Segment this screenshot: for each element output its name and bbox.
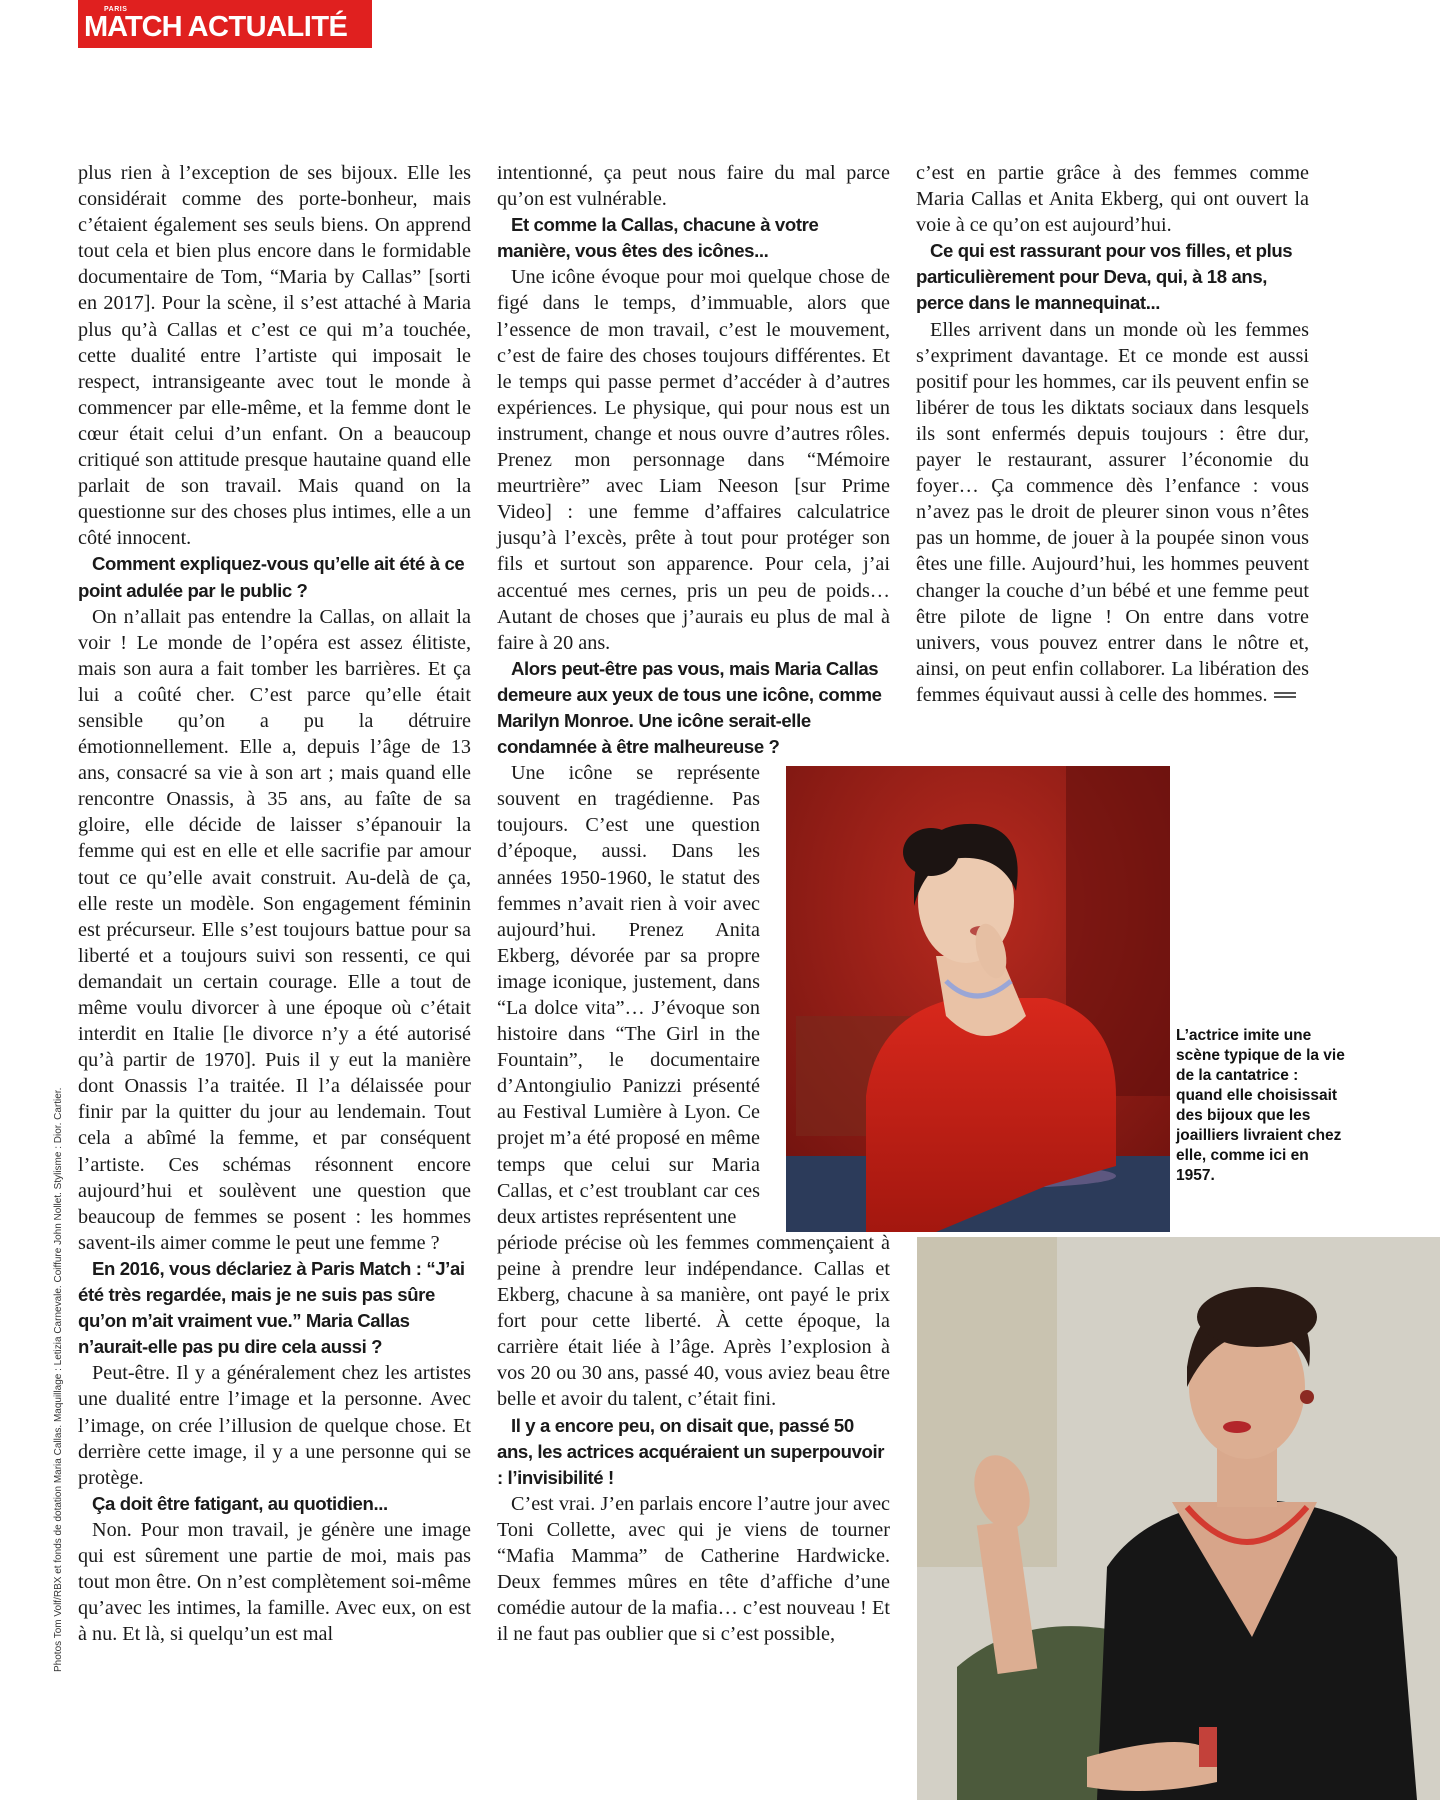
paragraph: intentionné, ça peut nous faire du mal parce qu’on est vulnérable. (497, 162, 890, 211)
photo-caption: L’actrice imite une scène typique de la vie de la cantatrice : quand elle choisissait des bijoux que les joailliers livraient chez elle, comme ici en 1957. (1176, 1027, 1345, 1184)
logo-paris-label: PARIS (104, 6, 128, 13)
paragraph: Non. Pour mon travail, je génère une image qui est sûrement une partie de moi, mais pas tout mon être. On n’est complètement soi-même qu’avec les intimes, la famille. Avec eux, on est à nu. Et là, si quelqu’un est mal (78, 1518, 471, 1646)
paragraph: Une icône évoque pour moi quelque chose de figé dans le temps, d’immuable, alors que l’essence de mon travail, c’est le mouvement, c’est de faire des choses toujours différentes. Et le temps qui passe permet d’accéder à d’autres expériences. Le physique, qui pour nous est un instrument, change et nous ouvre d’autres rôles. Prenez mon personnage dans “Mémoire meurtrière” avec Liam Neeson [sur Prime Video] : une femme d’affaires calculatrice jusqu’à l’excès, prête à tout pour protéger son fils et surtout son apparence. Pour cela, j’ai accentué mes cernes, pris un peu de poids… Autant de choses que j’aurais eu plus de mal à faire à 20 ans. (497, 266, 890, 654)
interview-question: Ce qui est rassurant pour vos filles, et plus particulièrement pour Deva, qui, à 18 ans, perce dans le mannequinat... (916, 240, 1293, 314)
end-of-article-mark (1274, 692, 1296, 700)
magazine-logo (84, 6, 182, 43)
paragraph: c’est en partie grâce à des femmes comme Maria Callas et Anita Ekberg, qui ont ouvert la voie à ce qu’on est aujourd’hui. (916, 162, 1309, 237)
section-rubric: ACTUALITÉ (187, 11, 348, 43)
paragraph: plus rien à l’exception de ses bijoux. Elle les considérait comme des porte-bonheur, mais c’étaient également ses seuls biens. On apprend tout cela et bien plus encore dans le formidable documentaire de Tom, “Maria by Callas” [sorti en 2017]. Pour la scène, il s’est attaché à Maria plus qu’à Callas et c’est ce qui m’a touchée, cette dualité entre l’artiste qui imposait le respect, intransigeante avec tout le monde à commencer par elle-même, et la femme dont le cœur était celui d’un enfant. On a beaucoup critiqué son attitude presque hautaine quand elle parlait de son travail. Mais quand on la questionne sur des choses plus intimes, elle a un côté innocent. (78, 162, 471, 550)
photo-actress-red-dress (786, 766, 1170, 1232)
photo-actress-illustration (786, 766, 1170, 1232)
article-column-1 (78, 160, 471, 1647)
paragraph (916, 317, 1309, 708)
photo-credit: Photos Tom Volf/RBX et fonds de dotation Maria Callas. Maquillage : Letizia Carnevale. Coiffure John Nollet. Stylisme : Dior. Cartier. (53, 1087, 64, 1672)
paragraph: On n’allait pas entendre la Callas, on allait la voir ! Le monde de l’opéra est assez élitiste, mais son aura a fait tomber les barrières. Et ça lui a coûté cher. C’est parce qu’elle était sensible qu’on a pu la détruire émotionnellement. Elle a, depuis l’âge de 13 ans, consacré sa vie à son art ; mais quand elle rencontre Onassis, à 35 ans, au faîte de sa gloire, elle décide de laisser s’épanouir la femme qui est en elle et elle sacrifie par amour tout ce qu’elle avait construit. Au-delà de ça, elle reste un modèle. Son engagement féminin est précurseur. Elle s’est toujours battue pour sa liberté et a toujours suivi son ressenti, ce qui demandait un certain courage. Elle a tout de même voulu divorcer à une époque où c’était interdit en Italie [le divorce n’y a été autorisé qu’à partir de 1970]. Puis il y eut la manière dont Onassis l’a traitée. Il l’a délaissée pour finir par la quitter du jour au lendemain. Tout cela a abîmé la femme, et par conséquent l’artiste. Ces schémas résonnent encore aujourd’hui et soulèvent une question que beaucoup de femmes se posent : les hommes savent-ils aimer comme le peut une femme ? (78, 605, 471, 1254)
photo-maria-callas-1957 (917, 1237, 1440, 1800)
interview-question: Ça doit être fatigant, au quotidien... (92, 1492, 388, 1514)
article-column-3 (916, 160, 1309, 708)
section-banner (78, 0, 372, 48)
paragraph: Peut-être. Il y a généralement chez les artistes une dualité entre l’image et la personne. Avec l’image, on crée l’illusion de quelque chose. Et derrière cette image, il y a une personne qui se protège. (78, 1362, 471, 1489)
interview-question: Et comme la Callas, chacune à votre manière, vous êtes des icônes... (497, 214, 819, 262)
interview-question: Alors peut-être pas vous, mais Maria Callas demeure aux yeux de tous une icône, comme Marilyn Monroe. Une icône serait-elle condamnée à être malheureuse ? (497, 657, 882, 758)
logo-match-label: MATCH (84, 11, 182, 43)
paragraph: Une icône se représente souvent en tragédienne. Pas toujours. C’est une question d’époque, aussi. Dans les années 1950-1960, le statut des femmes n’avait rien à voir avec aujourd’hui. Prenez Anita Ekberg, dévorée par sa propre image iconique, justement, dans “La dolce vita”… J’évoque son histoire dans “The Girl in the Fountain”, le documentaire d’Antongiulio Panizzi présenté au Festival Lumière à Lyon. Ce projet m’a été proposé en même temps que celui sur Maria Callas, et c’est troublant car ces deux artistes représentent une (497, 762, 760, 1228)
interview-question: Il y a encore peu, on disait que, passé 50 ans, les actrices acquéraient un superpouvoir : l’invisibilité ! (497, 1414, 885, 1488)
interview-question: Comment expliquez-vous qu’elle ait été à ce point adulée par le public ? (78, 553, 465, 601)
interview-question: En 2016, vous déclariez à Paris Match : “J’ai été très regardée, mais je ne suis pas sûre qu’on m’ait vraiment vue.” Maria Callas n’aurait-elle pas pu dire cela aussi ? (78, 1257, 465, 1358)
photo-callas-illustration (917, 1237, 1440, 1800)
paragraph-text: Elles arrivent dans un monde où les femmes s’expriment davantage. Et ce monde est aussi positif pour les hommes, car ils peuvent enfin se libérer de tous les diktats sociaux dans lesquels ils sont enfermés depuis toujours : être dur, payer le restaurant, assurer l’économie du foyer… Ça commence dès l’enfance : vous n’avez pas le droit de pleurer sinon vous n’êtes pas un homme, de jouer à la poupée sinon vous êtes une fille. Aujourd’hui, les hommes peuvent changer la couche d’un bébé et une femme peut être pilote de ligne ! On entre dans votre univers, vous pouvez entrer dans le nôtre et, ainsi, on peut enfin collaborer. La libération des femmes équivaut aussi à celle des hommes. (916, 318, 1309, 706)
paragraph: période précise où les femmes commençaient à peine à prendre leur indépendance. Callas et Ekberg, chacune à sa manière, ont payé le prix fort pour cette liberté. À cette époque, la carrière était liée à l’âge. Après l’explosion à vos 20 ou 30 ans, passé 40, vous aviez beau être belle et avoir du talent, c’était fini. (497, 1231, 890, 1411)
paragraph: C’est vrai. J’en parlais encore l’autre jour avec Toni Collette, avec qui je viens de tourner “Mafia Mamma” de Catherine Hardwicke. Deux femmes mûres en tête d’affiche d’une comédie autour de la mafia… c’est nouveau ! Et il ne faut pas oublier que si c’est possible, (497, 1492, 890, 1646)
